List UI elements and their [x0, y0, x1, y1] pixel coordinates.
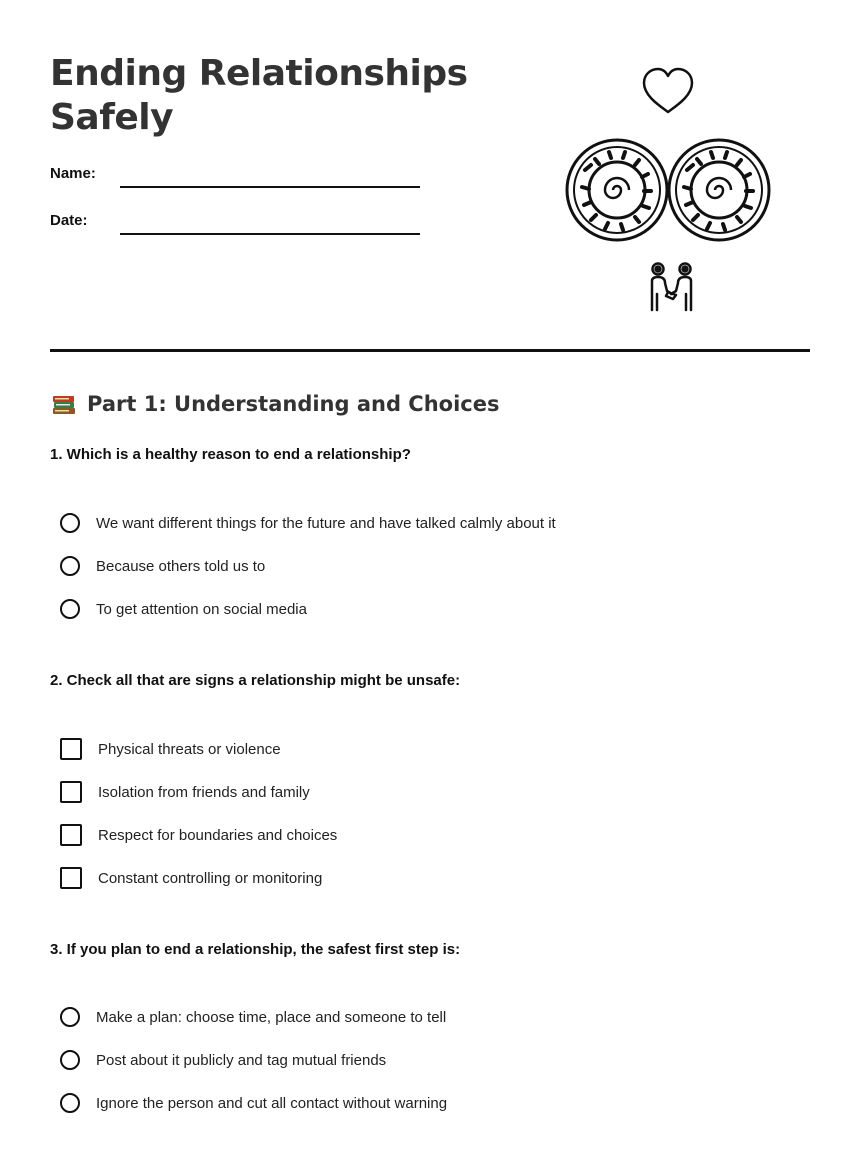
q1-option-1[interactable]: [60, 511, 556, 535]
double-spiral-icon: [567, 140, 769, 240]
checkbox[interactable]: [60, 781, 82, 803]
option-label: Isolation from friends and family: [98, 783, 310, 801]
radio-button[interactable]: [60, 513, 80, 533]
radio-button[interactable]: [60, 1050, 80, 1070]
name-label: Name:: [50, 165, 96, 182]
option-label: To get attention on social media: [96, 600, 307, 618]
question-3-prompt: 3. If you plan to end a relationship, the safest first step is:: [50, 941, 461, 958]
q3-option-1[interactable]: [60, 1005, 446, 1029]
section-heading: [50, 388, 499, 420]
q3-option-2[interactable]: [60, 1048, 386, 1072]
header-illustration: [555, 62, 785, 317]
option-label: Because others told us to: [96, 557, 266, 575]
option-label: Respect for boundaries and choices: [98, 826, 338, 844]
radio-button[interactable]: [60, 1007, 80, 1027]
option-label: Post about it publicly and tag mutual friends: [96, 1051, 387, 1069]
checkbox[interactable]: [60, 738, 82, 760]
checkbox[interactable]: [60, 824, 82, 846]
q2-option-2[interactable]: [60, 780, 310, 804]
q2-option-1[interactable]: [60, 737, 281, 761]
question-1-prompt: 1. Which is a healthy reason to end a relationship?: [50, 446, 411, 463]
checkbox[interactable]: [60, 867, 82, 889]
question-2-prompt: 2. Check all that are signs a relationship might be unsafe:: [50, 672, 461, 689]
option-label: We want different things for the future and have talked calmly about it: [96, 514, 556, 532]
two-people-handshake-icon: [652, 264, 691, 311]
page-title: Ending Relationships Safely: [50, 53, 468, 138]
option-label: Physical threats or violence: [98, 740, 281, 758]
heart-icon: [644, 69, 692, 112]
option-label: Make a plan: choose time, place and someone to tell: [96, 1008, 447, 1026]
section-title: Part 1: Understanding and Choices: [87, 392, 500, 416]
q1-option-3[interactable]: [60, 597, 307, 621]
option-label: Constant controlling or monitoring: [98, 869, 323, 887]
header-divider: [50, 349, 810, 352]
date-field[interactable]: [120, 233, 420, 235]
radio-button[interactable]: [60, 599, 80, 619]
radio-button[interactable]: [60, 556, 80, 576]
q1-option-2[interactable]: [60, 554, 265, 578]
books-icon: [50, 390, 78, 418]
q3-option-3[interactable]: [60, 1091, 447, 1115]
name-field[interactable]: [120, 186, 420, 188]
q2-option-4[interactable]: [60, 866, 322, 890]
q2-option-3[interactable]: [60, 823, 337, 847]
radio-button[interactable]: [60, 1093, 80, 1113]
date-label: Date:: [50, 212, 88, 229]
option-label: Ignore the person and cut all contact without warning: [96, 1094, 448, 1112]
